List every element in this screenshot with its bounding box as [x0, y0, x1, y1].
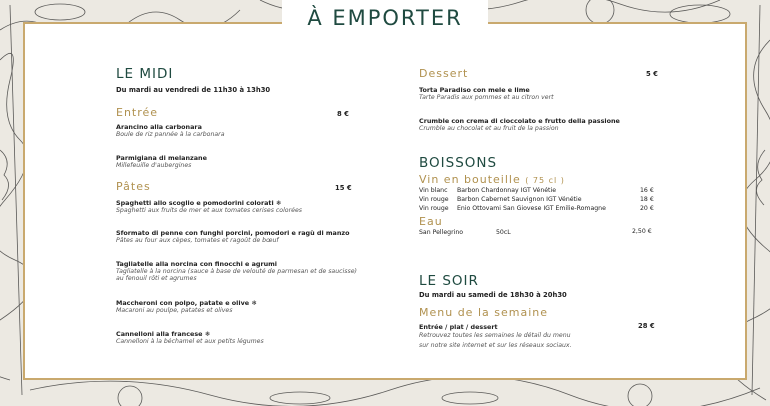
eau-label: Eau [419, 215, 443, 228]
soir-title: LE SOIR [419, 273, 479, 289]
menu-item: Sformato di penne con funghi porcini, pomodori e ragù di manzo Pâtes au four aux cèpes, tomates et ragoût de bœuf [116, 229, 350, 244]
water-size: 50cL [496, 229, 511, 236]
vin-label: Vin en bouteille ( 75 cl ) [419, 173, 565, 186]
wine-type: Vin blanc [419, 187, 448, 194]
pates-label: Pâtes [116, 180, 151, 193]
pates-price: 15 € [335, 184, 352, 192]
wine-price: 20 € [640, 205, 654, 212]
veggie-icon: ❄ [204, 330, 211, 338]
menu-note: Retrouvez toutes les semaines le détail du menu [419, 332, 571, 339]
wine-name: Barbon Cabernet Sauvignon IGT Vénétie [457, 196, 582, 203]
menu-item: Parmigiana di melanzane Millefeuille d'aubergines [116, 154, 207, 169]
veggie-icon: ❄ [275, 199, 282, 207]
water-name: San Pellegrino [419, 229, 464, 236]
menu-item: Spaghetti allo scoglio e pomodorini colorati ❄ Spaghetti aux fruits de mer et aux tomates cerises colorées [116, 199, 302, 214]
wine-price: 16 € [640, 187, 654, 194]
menu-semaine-label: Menu de la semaine [419, 306, 548, 319]
midi-section [116, 66, 356, 119]
dessert-label: Dessert [419, 67, 469, 80]
wine-name: Barbon Chardonnay IGT Vénétie [457, 187, 557, 194]
entree-price: 8 € [337, 110, 349, 118]
wine-type: Vin rouge [419, 205, 449, 212]
midi-hours: Du mardi au vendredi de 11h30 à 13h30 [116, 86, 271, 94]
menu-item: Tagliatelle alla norcina con finocchi e agrumi Tagliatelle à la norcina (sauce à base de velouté de parmesan et de saucisse) au fenouil rôti et agrumes [116, 260, 357, 282]
wine-price: 18 € [640, 196, 654, 203]
page-title: À EMPORTER [307, 6, 463, 30]
menu-note: sur notre site internet et sur les réseaux sociaux. [419, 342, 572, 349]
wine-name: Enio Ottovami San Giovese IGT Emilie-Romagne [457, 205, 606, 212]
menu-item: Maccheroni con polpo, patate e olive ❄ Macaroni au poulpe, patates et olives [116, 299, 257, 314]
veggie-icon: ❄ [251, 299, 257, 307]
soir-hours: Du mardi au samedi de 18h30 à 20h30 [419, 291, 567, 299]
menu-semaine-price: 28 € [638, 322, 655, 330]
menu-item: Torta Paradiso con mele e lime Tarte Paradis aux pommes et au citron vert [419, 86, 554, 101]
dessert-price: 5 € [646, 70, 658, 78]
boissons-title: BOISSONS [419, 155, 498, 171]
wine-type: Vin rouge [419, 196, 449, 203]
midi-title: LE MIDI [116, 66, 174, 82]
menu-item: Cannelloni alla francese ❄ Cannelloni à la béchamel et aux petits légumes [116, 330, 264, 345]
water-price: 2,50 € [632, 228, 652, 235]
menu-item: Crumble con crema di cioccolato e frutto della passione Crumble au chocolat et au fruit de la passion [419, 117, 620, 132]
menu-item: Arancino alla carbonara Boule de riz pannée à la carbonara [116, 123, 225, 138]
entree-label: Entrée [116, 106, 159, 119]
menu-semaine-item: Entrée / plat / dessert [419, 323, 498, 331]
